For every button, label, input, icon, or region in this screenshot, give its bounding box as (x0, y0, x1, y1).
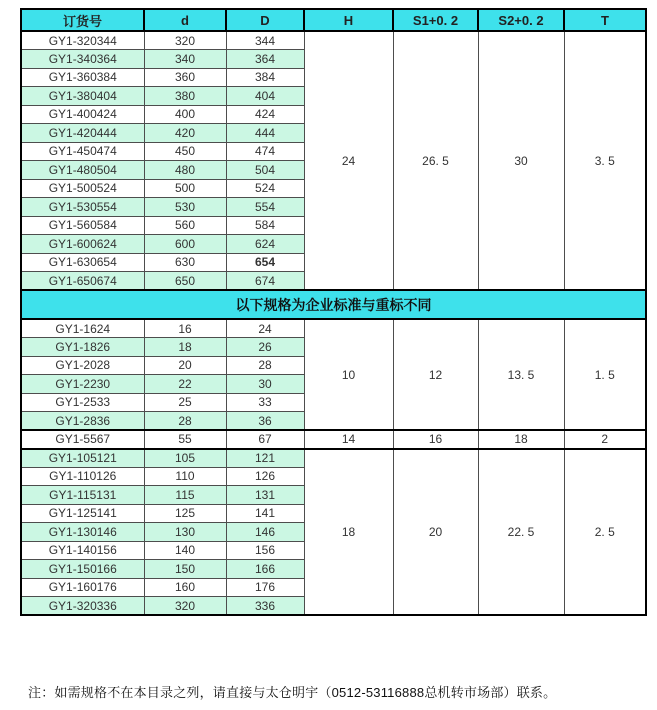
order-code-cell: GY1-2230 (21, 375, 144, 394)
d-value-cell: 420 (144, 124, 226, 143)
merged-S1-cell: 16 (393, 430, 478, 449)
order-code-cell: GY1-500524 (21, 179, 144, 198)
D-value-cell: 28 (226, 356, 304, 375)
D-value-cell: 336 (226, 597, 304, 616)
order-code-cell: GY1-115131 (21, 486, 144, 505)
merged-S1-cell: 26. 5 (393, 31, 478, 290)
d-value-cell: 125 (144, 504, 226, 523)
D-value-cell: 36 (226, 412, 304, 431)
order-code-cell: GY1-340364 (21, 50, 144, 69)
col-header-d: d (144, 9, 226, 31)
col-header-S1: S1+0. 2 (393, 9, 478, 31)
order-code-cell: GY1-105121 (21, 449, 144, 468)
table-row (21, 430, 646, 449)
D-value-cell: 554 (226, 198, 304, 217)
D-value-cell: 384 (226, 68, 304, 87)
table-row (21, 449, 646, 468)
d-value-cell: 110 (144, 467, 226, 486)
order-code-cell: GY1-450474 (21, 142, 144, 161)
D-value-cell: 444 (226, 124, 304, 143)
merged-S1-cell: 12 (393, 319, 478, 430)
d-value-cell: 360 (144, 68, 226, 87)
d-value-cell: 55 (144, 430, 226, 449)
merged-H-cell: 14 (304, 430, 393, 449)
d-value-cell: 600 (144, 235, 226, 254)
D-value-cell: 30 (226, 375, 304, 394)
order-code-cell: GY1-320336 (21, 597, 144, 616)
order-code-cell: GY1-110126 (21, 467, 144, 486)
order-code-cell: GY1-130146 (21, 523, 144, 542)
d-value-cell: 20 (144, 356, 226, 375)
d-value-cell: 140 (144, 541, 226, 560)
order-code-cell: GY1-420444 (21, 124, 144, 143)
order-code-cell: GY1-5567 (21, 430, 144, 449)
d-value-cell: 320 (144, 597, 226, 616)
order-code-cell: GY1-1624 (21, 319, 144, 338)
d-value-cell: 650 (144, 272, 226, 291)
order-code-cell: GY1-400424 (21, 105, 144, 124)
order-code-cell: GY1-480504 (21, 161, 144, 180)
d-value-cell: 160 (144, 578, 226, 597)
d-value-cell: 16 (144, 319, 226, 338)
D-value-cell: 126 (226, 467, 304, 486)
D-value-cell: 141 (226, 504, 304, 523)
order-code-cell: GY1-1826 (21, 338, 144, 357)
D-value-cell: 624 (226, 235, 304, 254)
order-code-cell: GY1-2533 (21, 393, 144, 412)
d-value-cell: 115 (144, 486, 226, 505)
merged-T-cell: 2. 5 (564, 449, 646, 616)
order-code-cell: GY1-380404 (21, 87, 144, 106)
D-value-cell: 654 (226, 253, 304, 272)
order-code-cell: GY1-160176 (21, 578, 144, 597)
order-code-cell: GY1-320344 (21, 31, 144, 50)
footer-note: 注：如需规格不在本目录之列，请直接与太仓明宇（0512-53116888总机转市场部）联系。 (28, 685, 557, 700)
D-value-cell: 24 (226, 319, 304, 338)
merged-T-cell: 3. 5 (564, 31, 646, 290)
section-banner: 以下规格为企业标准与重标不同 (21, 290, 646, 319)
d-value-cell: 25 (144, 393, 226, 412)
d-value-cell: 630 (144, 253, 226, 272)
D-value-cell: 166 (226, 560, 304, 579)
d-value-cell: 380 (144, 87, 226, 106)
order-code-cell: GY1-125141 (21, 504, 144, 523)
merged-T-cell: 1. 5 (564, 319, 646, 430)
order-code-cell: GY1-600624 (21, 235, 144, 254)
col-header-H: H (304, 9, 393, 31)
merged-H-cell: 24 (304, 31, 393, 290)
D-value-cell: 33 (226, 393, 304, 412)
d-value-cell: 450 (144, 142, 226, 161)
D-value-cell: 584 (226, 216, 304, 235)
col-header-T: T (564, 9, 646, 31)
d-value-cell: 340 (144, 50, 226, 69)
D-value-cell: 474 (226, 142, 304, 161)
D-value-cell: 424 (226, 105, 304, 124)
D-value-cell: 344 (226, 31, 304, 50)
merged-T-cell: 2 (564, 430, 646, 449)
d-value-cell: 480 (144, 161, 226, 180)
D-value-cell: 504 (226, 161, 304, 180)
merged-H-cell: 10 (304, 319, 393, 430)
d-value-cell: 130 (144, 523, 226, 542)
d-value-cell: 18 (144, 338, 226, 357)
merged-S2-cell: 22. 5 (478, 449, 564, 616)
merged-S2-cell: 13. 5 (478, 319, 564, 430)
d-value-cell: 105 (144, 449, 226, 468)
order-code-cell: GY1-2028 (21, 356, 144, 375)
order-code-cell: GY1-360384 (21, 68, 144, 87)
D-value-cell: 67 (226, 430, 304, 449)
D-value-cell: 524 (226, 179, 304, 198)
D-value-cell: 131 (226, 486, 304, 505)
d-value-cell: 150 (144, 560, 226, 579)
D-value-cell: 146 (226, 523, 304, 542)
merged-S2-cell: 18 (478, 430, 564, 449)
merged-S1-cell: 20 (393, 449, 478, 616)
col-header-S2: S2+0. 2 (478, 9, 564, 31)
d-value-cell: 560 (144, 216, 226, 235)
d-value-cell: 22 (144, 375, 226, 394)
col-header-order-no: 订货号 (21, 9, 144, 31)
D-value-cell: 404 (226, 87, 304, 106)
d-value-cell: 320 (144, 31, 226, 50)
d-value-cell: 28 (144, 412, 226, 431)
D-value-cell: 364 (226, 50, 304, 69)
D-value-cell: 156 (226, 541, 304, 560)
table-row (21, 319, 646, 338)
d-value-cell: 530 (144, 198, 226, 217)
D-value-cell: 121 (226, 449, 304, 468)
order-code-cell: GY1-650674 (21, 272, 144, 291)
order-code-cell: GY1-530554 (21, 198, 144, 217)
d-value-cell: 400 (144, 105, 226, 124)
D-value-cell: 26 (226, 338, 304, 357)
order-code-cell: GY1-150166 (21, 560, 144, 579)
d-value-cell: 500 (144, 179, 226, 198)
table-row (21, 31, 646, 50)
col-header-D: D (226, 9, 304, 31)
header-row (21, 9, 646, 31)
order-code-cell: GY1-560584 (21, 216, 144, 235)
D-value-cell: 176 (226, 578, 304, 597)
merged-H-cell: 18 (304, 449, 393, 616)
section-banner-row (21, 290, 646, 319)
order-code-cell: GY1-2836 (21, 412, 144, 431)
order-code-cell: GY1-630654 (21, 253, 144, 272)
order-code-cell: GY1-140156 (21, 541, 144, 560)
spec-table (20, 8, 647, 616)
D-value-cell: 674 (226, 272, 304, 291)
merged-S2-cell: 30 (478, 31, 564, 290)
